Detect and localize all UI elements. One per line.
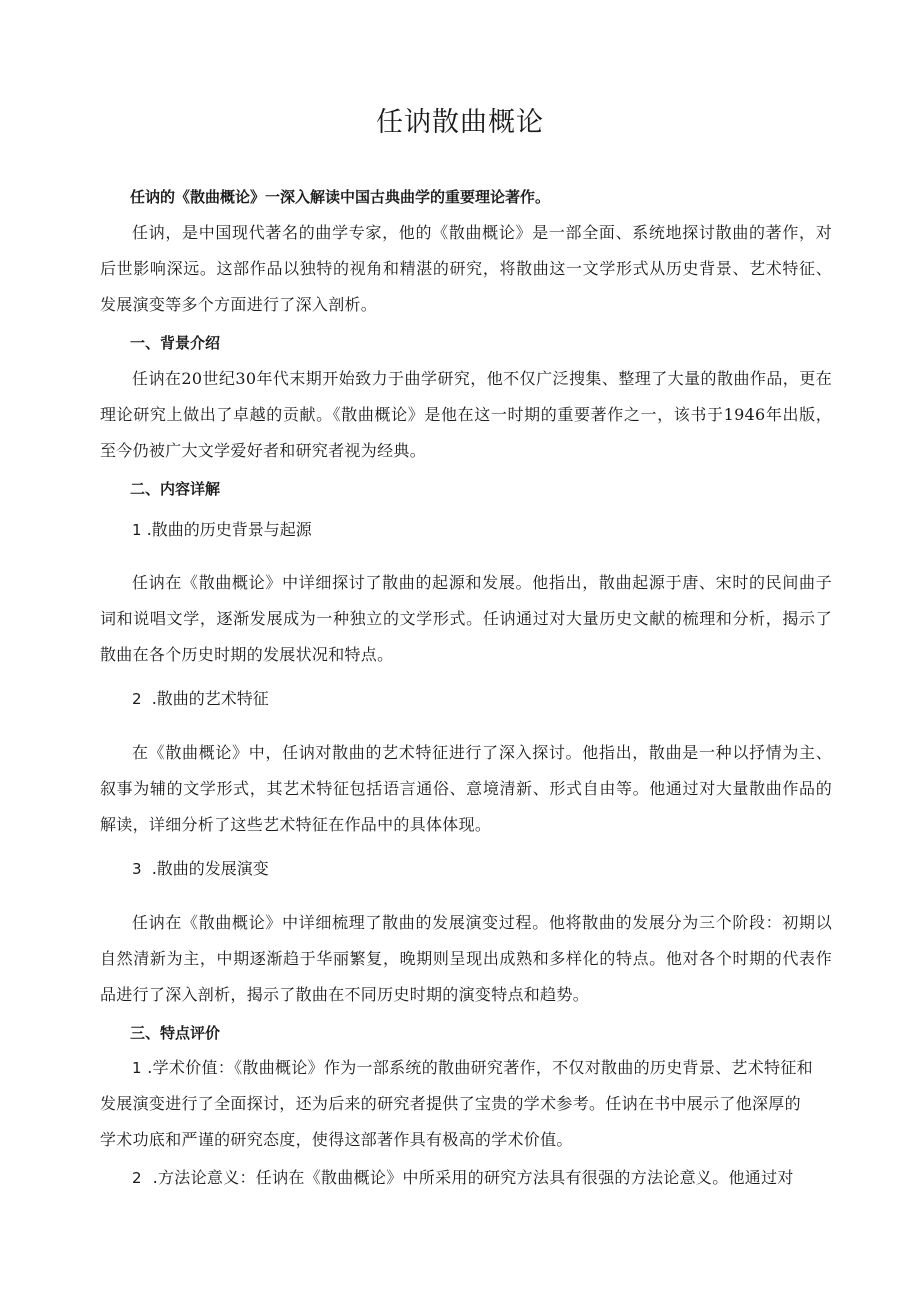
subsection-2-paragraph: 在《散曲概论》中，任讷对散曲的艺术特征进行了深入探讨。他指出，散曲是一种以抒情为主、叙事为辅的文学形式，其艺术特征包括语言通俗、意境清新、形式自由等。他通过对大量散曲作品的解读，详细分析了这些艺术特征在作品中的具体体现。	[100, 743, 832, 834]
subsection-1-paragraph: 任讷在《散曲概论》中详细探讨了散曲的起源和发展。他指出，散曲起源于唐、宋时的民间曲子词和说唱文学，逐渐发展成为一种独立的文学形式。任讷通过对大量历史文献的梳理和分析，揭示了散曲在各个历史时期的发展状况和特点。	[100, 573, 832, 664]
subsection-2-text: .散曲的艺术特征	[151, 689, 269, 708]
section-1-paragraph: 任讷在20世纪30年代末期开始致力于曲学研究，他不仅广泛搜集、整理了大量的散曲作品，更在理论研究上做出了卓越的贡献。《散曲概论》是他在这一时期的重要著作之一，该书于1946年出版，至今仍被广大文学爱好者和研究者视为经典。	[100, 369, 832, 460]
evaluation-item-1	[100, 1050, 816, 1158]
subsection-3-paragraph: 任讷在《散曲概论》中详细梳理了散曲的发展演变过程。他将散曲的发展分为三个阶段：初期以自然清新为主，中期逐渐趋于华丽繁复，晚期则呈现出成熟和多样化的特点。他对各个时期的代表作品进行了深入剖析，揭示了散曲在不同历史时期的演变特点和趋势。	[100, 913, 832, 1004]
intro-bold-line: 任讷的《散曲概论》一深入解读中国古典曲学的重要理论著作。	[130, 188, 551, 206]
evaluation-item-2-text: .方法论意义：任讷在《散曲概论》中所采用的研究方法具有很强的方法论意义。他通过对	[152, 1168, 794, 1187]
subsection-2-number: 2	[132, 690, 142, 708]
subsection-1-title	[100, 517, 832, 540]
evaluation-item-1-number: 1	[132, 1059, 142, 1077]
intro-paragraph: 任讷，是中国现代著名的曲学专家，他的《散曲概论》是一部全面、系统地探讨散曲的著作，对后世影响深远。这部作品以独特的视角和精湛的研究，将散曲这一文学形式从历史背景、艺术特征、发展演变等多个方面进行了深入剖析。	[100, 223, 832, 314]
subsection-3-text: .散曲的发展演变	[151, 859, 269, 878]
evaluation-item-1-text: .学术价值：《散曲概论》作为一部系统的散曲研究著作，不仅对散曲的历史背景、艺术特征和发展演变进行了全面探讨，还为后来的研究者提供了宝贵的学术参考。任讷在书中展示了他深厚的学术功底和严谨的研究态度，使得这部著作具有极高的学术价值。	[100, 1058, 813, 1149]
evaluation-item-2-number: 2	[132, 1169, 142, 1187]
subsection-1-text: .散曲的历史背景与起源	[146, 520, 312, 539]
evaluation-item-2	[100, 1160, 832, 1196]
section-1-heading: 一、背景介绍	[130, 334, 221, 352]
subsection-2-title	[100, 686, 832, 709]
page-title: 任讷散曲概论	[376, 107, 544, 138]
subsection-1-number: 1	[132, 521, 142, 539]
section-2-heading: 二、内容详解	[130, 480, 221, 498]
subsection-3-number: 3	[132, 860, 142, 878]
section-3-heading: 三、特点评价	[130, 1024, 221, 1042]
subsection-3-title	[100, 856, 832, 879]
